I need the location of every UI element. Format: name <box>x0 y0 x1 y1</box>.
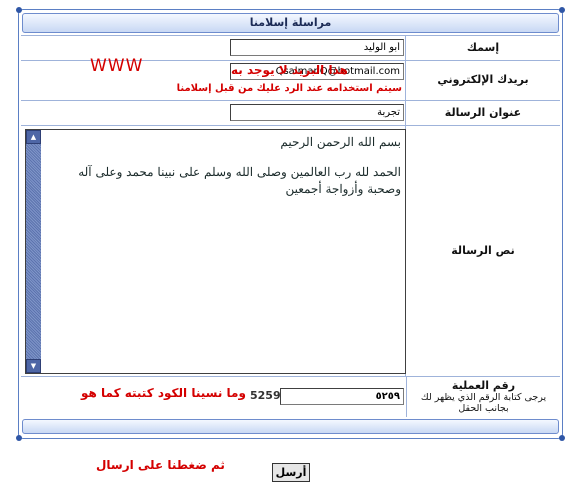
annotation-code-note: وما نسينا الكود كتبته كما هو <box>81 386 246 400</box>
message-row <box>21 126 560 377</box>
scrollbar[interactable] <box>26 130 41 373</box>
code-row <box>21 377 560 417</box>
annotation-www: WWW <box>90 56 144 76</box>
scroll-down-icon[interactable]: ▼ <box>26 359 41 373</box>
code-label: رقم العملية <box>451 379 516 392</box>
message-line: بسم الله الرحمن الرحيم <box>280 135 401 149</box>
email-label: بريدك الإلكتروني <box>405 60 560 100</box>
subject-row <box>21 101 560 126</box>
form-title: مراسلة إسلامنا <box>22 13 559 33</box>
name-label: إسمك <box>405 36 560 60</box>
code-hint: يرجى كتابة الرقم الذي يظهر لك بجانب الحقل <box>420 392 547 414</box>
corner-dot-icon <box>559 435 565 441</box>
email-row <box>21 56 560 101</box>
code-input[interactable] <box>280 388 404 405</box>
send-button[interactable]: أرسل <box>272 463 310 482</box>
message-line: الحمد لله رب العالمين وصلى الله وسلم على نبينا محمد وعلى آله وصحبة وأزواجة أجمعين <box>78 165 401 196</box>
message-content <box>46 134 401 211</box>
subject-input[interactable] <box>230 104 404 121</box>
email-note: سيتم استخدامه عند الرد عليك من قبل إسلامنا <box>176 83 402 94</box>
form-footer <box>22 419 559 434</box>
captcha-code: 5259 <box>250 389 281 402</box>
subject-label: عنوان الرسالة <box>405 101 560 125</box>
contact-form <box>18 9 563 439</box>
annotation-email-note: هذا البريد لا يوجد به <box>231 63 348 77</box>
annotation-send-note: ثم ضغطنا على ارسال <box>96 458 225 472</box>
name-input[interactable] <box>230 39 404 56</box>
message-textarea[interactable] <box>25 129 406 374</box>
code-label-cell <box>406 377 560 417</box>
corner-dot-icon <box>16 435 22 441</box>
scroll-up-icon[interactable]: ▲ <box>26 130 41 144</box>
corner-dot-icon <box>16 7 22 13</box>
corner-dot-icon <box>559 7 565 13</box>
message-label: نص الرسالة <box>405 126 560 376</box>
